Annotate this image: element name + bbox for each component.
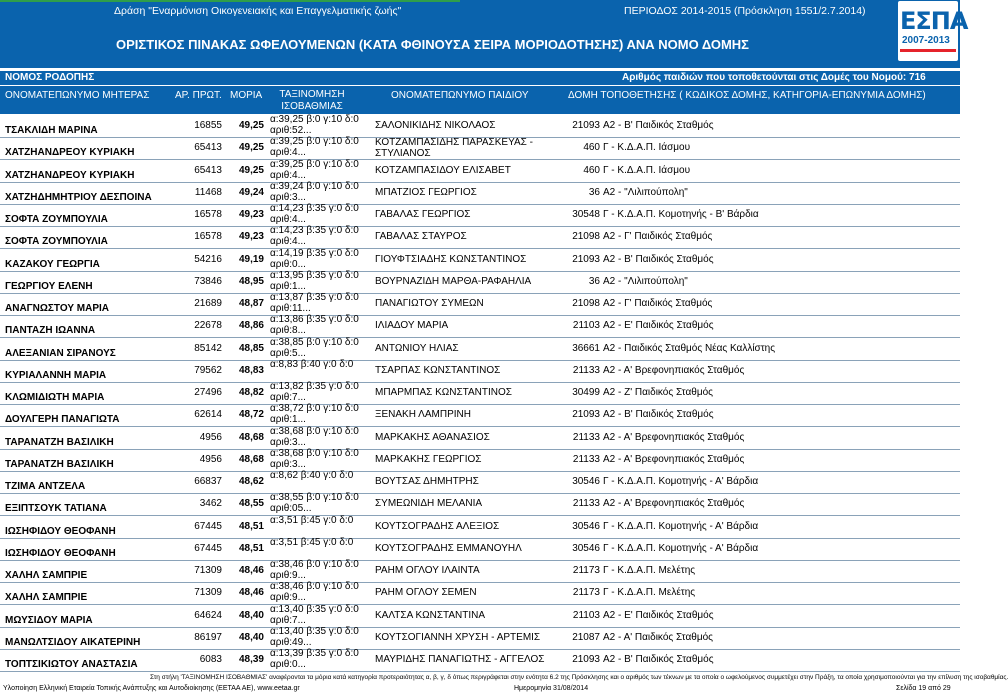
points: 48,39 xyxy=(238,654,264,665)
protocol-number: 62614 xyxy=(194,409,222,421)
protocol-number: 11468 xyxy=(194,186,222,198)
table-row xyxy=(0,382,960,405)
protocol-number: 22678 xyxy=(194,320,222,332)
protocol-number: 79562 xyxy=(194,364,222,376)
tie-break-children: αριθ:1... xyxy=(270,414,306,426)
tie-break-children: αριθ:52... xyxy=(270,125,312,136)
table-row xyxy=(0,249,960,272)
table-row xyxy=(0,360,960,383)
structure-name: Α2 - Ε' Παιδικός Σταθμός xyxy=(603,609,714,621)
child-name: ΓΑΒΑΛΑΣ ΓΕΩΡΓΙΟΣ xyxy=(375,209,471,220)
structure-name: Γ - Κ.Δ.Α.Π. Μελέτης xyxy=(603,565,696,576)
tie-break-children: αριθ:3... xyxy=(270,436,306,448)
child-name: ΡΑΗΜ ΟΓΛΟΥ ΣΕΜΕΝ xyxy=(375,587,477,599)
tie-break-children: αριθ:4... xyxy=(270,214,306,225)
child-name: ΚΟΥΤΣΟΓΡΑΔΗΣ ΑΛΕΞΙΟΣ xyxy=(375,520,500,532)
structure-name: Α2 - Ε' Παιδικός Σταθμός xyxy=(603,320,714,332)
mother-name: ΣΟΦΤΑ ΖΟΥΜΠΟΥΛΙΑ xyxy=(5,236,108,248)
structure-name: Α2 - Παιδικός Σταθμός Νέας Καλλίστης xyxy=(603,342,776,354)
structure-code: 21093 xyxy=(572,654,600,665)
mother-name: ΤΖΙΜΑ ΑΝΤΖΕΛΑ xyxy=(5,481,86,492)
tie-break-points: α:8,83 β:40 γ:0 δ:0 xyxy=(270,358,354,370)
child-name: ΜΑΡΚΑΚΗΣ ΓΕΩΡΓΙΟΣ xyxy=(375,453,482,465)
table-row xyxy=(0,293,960,316)
protocol-number: 67445 xyxy=(194,520,222,532)
structure-name: Α2 - Γ' Παιδικός Σταθμός xyxy=(603,298,713,309)
footer xyxy=(0,684,960,697)
mother-name: ΕΞΙΠΤΣΟΥΚ ΤΑΤΙΑΝΑ xyxy=(5,503,107,515)
tie-break-points: α:14,23 β:35 γ:0 δ:0 xyxy=(270,203,359,214)
table-row xyxy=(0,137,960,160)
mother-name: ΧΑΤΖΗΑΝΔΡΕΟΥ ΚΥΡΙΑΚΗ xyxy=(5,169,135,181)
points: 49,25 xyxy=(238,142,264,154)
structure-name: Α2 - Α' Βρεφονηπιακός Σταθμός xyxy=(603,431,745,443)
mother-name: ΧΑΛΗΛ ΣΑΜΠΡΙΕ xyxy=(5,592,88,604)
protocol-number: 85142 xyxy=(194,342,222,354)
tie-break-points: α:39,24 β:0 γ:10 δ:0 xyxy=(270,180,359,192)
logo-red-bar xyxy=(900,49,956,52)
points: 48,95 xyxy=(238,275,264,287)
structure-code: 21173 xyxy=(572,565,600,576)
structure-code: 30548 xyxy=(572,209,600,220)
child-name: ΚΟΥΤΣΟΓΙΑΝΝΗ ΧΡΥΣΗ - ΑΡΤΕΜΙΣ xyxy=(375,631,541,643)
protocol-number: 67445 xyxy=(194,542,222,554)
tie-break-points: α:3,51 β:45 γ:0 δ:0 xyxy=(270,536,354,548)
table-column-header xyxy=(0,86,960,114)
tie-break-children: αριθ:49... xyxy=(270,636,312,648)
structure-code: 21133 xyxy=(572,431,600,443)
tie-break-points: α:38,46 β:0 γ:10 δ:0 xyxy=(270,559,359,570)
structure-name: Α2 - Β' Παιδικός Σταθμός xyxy=(603,654,714,665)
table-row xyxy=(0,182,960,205)
structure-code: 36661 xyxy=(572,342,600,354)
mother-name: ΠΑΝΤΑΖΗ ΙΩΑΝΝΑ xyxy=(5,325,96,337)
tie-break-points: α:39,25 β:0 γ:10 δ:0 xyxy=(270,158,359,170)
points: 48,72 xyxy=(238,409,264,421)
points: 48,62 xyxy=(238,476,264,487)
points: 48,83 xyxy=(238,364,264,376)
column-tie-break: ΤΑΞΙΝΟΜΗΣΗ ΙΣΟΒΑΘΜΙΑΣ xyxy=(279,89,345,112)
tie-break-points: α:38,68 β:0 γ:10 δ:0 xyxy=(270,425,359,437)
tie-break-children: αριθ:4... xyxy=(270,169,306,181)
tie-break-children: αριθ:7... xyxy=(270,614,306,626)
structure-name: Α2 - Α' Βρεφονηπιακός Σταθμός xyxy=(603,364,745,376)
column-mother-name: ΟΝΟΜΑΤΕΠΩΝΥΜΟ ΜΗΤΕΡΑΣ xyxy=(5,90,150,101)
structure-code: 21093 xyxy=(572,120,600,131)
points: 48,46 xyxy=(238,587,264,599)
points: 49,24 xyxy=(238,186,264,198)
child-name: ΜΠΑΤΖΙΟΣ ΓΕΩΡΓΙΟΣ xyxy=(375,186,477,198)
structure-name: Α2 - "Λιλιπούπολη" xyxy=(603,186,688,198)
mother-name: ΤΑΡΑΝΑΤΖΗ ΒΑΣΙΛΙΚΗ xyxy=(5,436,114,448)
column-child-name: ΟΝΟΜΑΤΕΠΩΝΥΜΟ ΠΑΙΔΙΟΥ xyxy=(391,90,529,101)
protocol-number: 65413 xyxy=(194,164,222,176)
tie-break-children: αριθ:05... xyxy=(270,503,312,515)
structure-code: 21093 xyxy=(572,253,600,265)
table-row xyxy=(0,226,960,249)
structure-code: 21133 xyxy=(572,498,600,510)
structure-name: Α2 - Β' Παιδικός Σταθμός xyxy=(603,409,714,421)
table-row xyxy=(0,560,960,583)
protocol-number: 16578 xyxy=(194,209,222,220)
tie-break-points: α:38,72 β:0 γ:10 δ:0 xyxy=(270,403,359,415)
points: 49,19 xyxy=(238,253,264,265)
protocol-number: 73846 xyxy=(194,275,222,287)
mother-name: ΙΩΣΗΦΙΔΟΥ ΘΕΟΦΑΝΗ xyxy=(5,547,116,559)
tie-break-children: αριθ:0... xyxy=(270,258,306,270)
points: 49,25 xyxy=(238,120,264,131)
child-name: ΒΟΥΡΝΑΖΙΔΗ ΜΑΡΘΑ-ΡΑΦΑΗΛΙΑ xyxy=(375,275,532,287)
protocol-number: 64624 xyxy=(194,609,222,621)
structure-name: Α2 - Α' Βρεφονηπιακός Σταθμός xyxy=(603,498,745,510)
tie-break-children: αριθ:3... xyxy=(270,458,306,470)
table-row xyxy=(0,338,960,361)
child-name: ΞΕΝΑΚΗ ΛΑΜΠΡΙΝΗ xyxy=(375,409,471,421)
tie-break-points: α:39,25 β:0 γ:10 δ:0 xyxy=(270,136,359,148)
tie-break-children: αριθ:8... xyxy=(270,325,306,337)
structure-code: 30546 xyxy=(572,542,600,554)
structure-code: 30546 xyxy=(572,520,600,532)
tie-break-points: α:13,87 β:35 γ:0 δ:0 xyxy=(270,292,359,303)
structure-code: 36 xyxy=(588,186,600,198)
points: 48,68 xyxy=(238,453,264,465)
structure-name: Α2 - Β' Παιδικός Σταθμός xyxy=(603,120,714,131)
tie-break-children: αριθ:0... xyxy=(270,659,306,670)
mother-name: ΑΝΑΓΝΩΣΤΟΥ ΜΑΡΙΑ xyxy=(5,303,110,314)
tie-break-children: αριθ:11... xyxy=(270,303,311,314)
mother-name: ΧΑΤΖΗΑΝΔΡΕΟΥ ΚΥΡΙΑΚΗ xyxy=(5,147,135,159)
structure-code: 21133 xyxy=(572,453,600,465)
protocol-number: 6083 xyxy=(199,654,222,665)
table-row xyxy=(0,605,960,628)
table-row xyxy=(0,471,960,494)
table-row xyxy=(0,582,960,605)
points: 48,55 xyxy=(238,498,264,510)
page-header xyxy=(0,0,968,68)
structure-name: Α2 - Α' Παιδικός Σταθμός xyxy=(603,631,713,643)
mother-name: ΓΕΩΡΓΙΟΥ ΕΛΕΝΗ xyxy=(5,280,93,292)
child-name: ΜΑΡΚΑΚΗΣ ΑΘΑΝΑΣΙΟΣ xyxy=(375,431,490,443)
child-name: ΜΠΑΡΜΠΑΣ ΚΩΝΣΤΑΝΤΙΝΟΣ xyxy=(375,387,512,398)
child-name: ΜΑΥΡΙΔΗΣ ΠΑΝΑΓΙΩΤΗΣ - ΑΓΓΕΛΟΣ xyxy=(375,654,545,665)
tie-break-points: α:38,68 β:0 γ:10 δ:0 xyxy=(270,447,359,459)
table-row xyxy=(0,538,960,561)
structure-code: 30546 xyxy=(572,476,600,487)
points: 48,85 xyxy=(238,342,264,354)
mother-name: ΜΑΝΩΛΤΣΙΔΟΥ ΑΙΚΑΤΕΡΙΝΗ xyxy=(5,636,141,648)
protocol-number: 54216 xyxy=(194,253,222,265)
structure-code: 21103 xyxy=(572,609,600,621)
structure-code: 21103 xyxy=(572,320,600,332)
child-name-continued: ΣΤΥΛΙΑΝΟΣ xyxy=(375,148,431,160)
structure-name: Γ - Κ.Δ.Α.Π. Κομοτηνής - Α' Βάρδια xyxy=(603,476,759,487)
child-name: ΚΟΥΤΣΟΓΡΑΔΗΣ ΕΜΜΑΝΟΥΗΛ xyxy=(375,542,522,554)
tie-break-children: αριθ:9... xyxy=(270,592,306,604)
structure-name: Α2 - Β' Παιδικός Σταθμός xyxy=(603,253,714,265)
table-row xyxy=(0,493,960,516)
tie-break-points: α:14,23 β:35 γ:0 δ:0 xyxy=(270,225,359,237)
program-period: ΠΕΡΙΟΔΟΣ 2014-2015 (Πρόσκληση 1551/2.7.2014) xyxy=(624,5,866,17)
tie-break-children: αριθ:9... xyxy=(270,570,306,581)
mother-name: ΧΑΤΖΗΔΗΜΗΤΡΙΟΥ ΔΕΣΠΟΙΝΑ xyxy=(5,191,152,203)
structure-code: 21098 xyxy=(572,231,600,243)
protocol-number: 3462 xyxy=(199,498,222,510)
points: 48,86 xyxy=(238,320,264,332)
column-protocol-number: ΑΡ. ΠΡΩΤ. xyxy=(175,90,222,101)
points: 48,51 xyxy=(238,542,264,554)
espa-logo xyxy=(898,1,968,65)
child-name: ΣΥΜΕΩΝΙΔΗ ΜΕΛΑΝΙΑ xyxy=(375,498,483,510)
tie-break-points: α:13,40 β:35 γ:0 δ:0 xyxy=(270,625,359,637)
table-row xyxy=(0,315,960,338)
protocol-number: 21689 xyxy=(194,298,222,309)
tie-break-points: α:13,40 β:35 γ:0 δ:0 xyxy=(270,603,359,615)
structure-name: Γ - Κ.Δ.Α.Π. Κομοτηνής - Β' Βάρδια xyxy=(603,209,759,220)
child-name: ΡΑΗΜ ΟΓΛΟΥ ΙΛΑΙΝΤΑ xyxy=(375,565,480,576)
points: 48,40 xyxy=(238,631,264,643)
points: 49,25 xyxy=(238,164,264,176)
tie-break-points: α:13,95 β:35 γ:0 δ:0 xyxy=(270,269,359,281)
tie-break-points: α:38,55 β:0 γ:10 δ:0 xyxy=(270,492,359,504)
points: 48,51 xyxy=(238,520,264,532)
points: 48,46 xyxy=(238,565,264,576)
mother-name: ΚΛΩΜΙΔΙΩΤΗ ΜΑΡΙΑ xyxy=(5,392,105,403)
structure-name: Γ - Κ.Δ.Α.Π. Ιάσμου xyxy=(603,164,691,176)
points: 49,23 xyxy=(238,209,264,220)
protocol-number: 16578 xyxy=(194,231,222,243)
tie-break-children: αριθ:3... xyxy=(270,191,306,203)
mother-name: ΜΩΥΣΙΔΟΥ ΜΑΡΙΑ xyxy=(5,614,93,626)
child-name: ΚΟΤΖΑΜΠΑΣΙΔΗΣ ΠΑΡΑΣΚΕΥΑΣ - xyxy=(375,137,533,149)
logo-years: 2007-2013 xyxy=(902,35,950,46)
column-points: ΜΟΡΙΑ xyxy=(230,90,263,101)
table-row xyxy=(0,271,960,294)
protocol-number: 71309 xyxy=(194,587,222,599)
points: 48,68 xyxy=(238,431,264,443)
tie-break-points: α:38,46 β:0 γ:10 δ:0 xyxy=(270,581,359,593)
tie-break-children: αριθ:4... xyxy=(270,236,306,248)
mother-name: ΚΑΖΑΚΟΥ ΓΕΩΡΓΙΑ xyxy=(5,258,100,270)
points: 49,23 xyxy=(238,231,264,243)
child-name: ΚΟΤΖΑΜΠΑΣΙΔΟΥ ΕΛΙΣΑΒΕΤ xyxy=(375,164,511,176)
table-row xyxy=(0,404,960,427)
structure-code: 21173 xyxy=(572,587,600,599)
points: 48,87 xyxy=(238,298,264,309)
protocol-number: 65413 xyxy=(194,142,222,154)
table-row xyxy=(0,160,960,183)
program-name: Δράση "Εναρμόνιση Οικογενειακής και Επαγγελματικής ζωής" xyxy=(114,5,402,17)
mother-name: ΧΑΛΗΛ ΣΑΜΠΡΙΕ xyxy=(5,570,88,581)
region-name: ΝΟΜΟΣ ΡΟΔΟΠΗΣ xyxy=(5,72,95,83)
protocol-number: 86197 xyxy=(194,631,222,643)
structure-name: Α2 - Α' Βρεφονηπιακός Σταθμός xyxy=(603,453,745,465)
structure-code: 21098 xyxy=(572,298,600,309)
structure-name: Α2 - Ζ' Παιδικός Σταθμός xyxy=(603,387,713,398)
placed-children-count: Αριθμός παιδιών που τοποθετούνται στις Δομές του Νομού: 716 xyxy=(622,72,926,83)
structure-name: Γ - Κ.Δ.Α.Π. Κομοτηνής - Α' Βάρδια xyxy=(603,520,759,532)
child-name: ΙΛΙΑΔΟΥ ΜΑΡΙΑ xyxy=(375,320,449,332)
structure-name: Γ - Κ.Δ.Α.Π. Κομοτηνής - Α' Βάρδια xyxy=(603,542,759,554)
tie-break-children: αριθ:4... xyxy=(270,147,306,159)
mother-name: ΚΥΡΙΑΛΑΝΝΗ ΜΑΡΙΑ xyxy=(5,369,107,381)
table-row xyxy=(0,627,960,650)
structure-code: 36 xyxy=(588,275,600,287)
tie-break-points: α:3,51 β:45 γ:0 δ:0 xyxy=(270,514,354,526)
structure-name: Γ - Κ.Δ.Α.Π. Ιάσμου xyxy=(603,142,691,154)
table-row xyxy=(0,649,960,672)
mother-name: ΤΟΠΤΣΙΚΙΩΤΟΥ ΑΝΑΣΤΑΣΙΑ xyxy=(5,659,138,670)
structure-code: 460 xyxy=(583,164,600,176)
child-name: ΠΑΝΑΓΙΩΤΟΥ ΣΥΜΕΩΝ xyxy=(375,298,484,309)
region-header xyxy=(0,71,960,85)
child-name: ΚΑΛΤΣΑ ΚΩΝΣΤΑΝΤΙΝΑ xyxy=(375,609,486,621)
structure-name: Α2 - "Λιλιπούπολη" xyxy=(603,275,688,287)
footnote-text: Στη στήλη 'ΤΑΞΙΝΟΜΗΣΗ ΙΣΟΒΑΘΜΙΑΣ' αναφέρονται τα μόρια κατά κατηγορία προτεραιότητας α, β, γ, δ όπως περιγράφεται στην ενότητα 6.2 της Πρόσκλησης και ο αριθμός των τέκνων με τα οποία ο ωφελούμενος συμμετέχει στην Πράξη, τα οποία χρησιμοποιούνται για την επίλυση της ισοβαθμίας. xyxy=(150,674,1008,681)
structure-name: Γ - Κ.Δ.Α.Π. Μελέτης xyxy=(603,587,696,599)
program-line xyxy=(0,5,960,19)
tie-break-children: αριθ:5... xyxy=(270,347,306,359)
protocol-number: 27496 xyxy=(194,387,222,398)
footer-page-number: Σελίδα 19 από 29 xyxy=(896,685,951,692)
points: 48,40 xyxy=(238,609,264,621)
footer-company: Υλοποίηση Ελληνική Εταιρεία Τοπικής Ανάπτυξης και Αυτοδιοίκησης (ΕΕΤΑΑ ΑΕ), www.eetaa.gr xyxy=(3,685,300,692)
mother-name: ΙΩΣΗΦΙΔΟΥ ΘΕΟΦΑΝΗ xyxy=(5,525,116,537)
child-name: ΒΟΥΤΣΑΣ ΔΗΜΗΤΡΗΣ xyxy=(375,476,479,487)
protocol-number: 4956 xyxy=(199,431,222,443)
mother-name: ΤΑΡΑΝΑΤΖΗ ΒΑΣΙΛΙΚΗ xyxy=(5,458,114,470)
protocol-number: 66837 xyxy=(194,476,222,487)
structure-code: 21093 xyxy=(572,409,600,421)
child-name: ΑΝΤΩΝΙΟΥ ΗΛΙΑΣ xyxy=(375,342,459,354)
structure-name: Α2 - Γ' Παιδικός Σταθμός xyxy=(603,231,713,243)
column-placement-structure: ΔΟΜΗ ΤΟΠΟΘΕΤΗΣΗΣ ( ΚΩΔΙΚΟΣ ΔΟΜΗΣ, ΚΑΤΗΓΟΡΙΑ-ΕΠΩΝΥΜΙΑ ΔΟΜΗΣ) xyxy=(568,90,926,101)
tie-break-children: αριθ:1... xyxy=(270,280,306,292)
mother-name: ΔΟΥΛΓΕΡΗ ΠΑΝΑΓΙΩΤΑ xyxy=(5,414,120,426)
table-row xyxy=(0,115,960,138)
tie-break-points: α:13,86 β:35 γ:0 δ:0 xyxy=(270,314,359,326)
mother-name: ΣΟΦΤΑ ΖΟΥΜΠΟΥΛΙΑ xyxy=(5,214,108,225)
protocol-number: 71309 xyxy=(194,565,222,576)
table-row xyxy=(0,427,960,450)
points: 48,82 xyxy=(238,387,264,398)
tie-break-children: αριθ:7... xyxy=(270,392,306,403)
header-accent-strip xyxy=(0,0,460,2)
structure-code: 460 xyxy=(583,142,600,154)
structure-code: 30499 xyxy=(572,387,600,398)
structure-code: 21133 xyxy=(572,364,600,376)
page-title: ΟΡΙΣΤΙΚΟΣ ΠΙΝΑΚΑΣ ΩΦΕΛΟΥΜΕΝΩΝ (ΚΑΤΑ ΦΘΙΝΟΥΣΑ ΣΕΙΡΑ ΜΟΡΙΟΔΟΤΗΣΗΣ) ΑΝΑ ΝΟΜΟ ΔΟΜΗΣ xyxy=(116,37,749,52)
child-name: ΓΙΟΥΦΤΣΙΑΔΗΣ ΚΩΝΣΤΑΝΤΙΝΟΣ xyxy=(375,253,527,265)
logo-text: ΕΣΠΑ xyxy=(900,7,968,35)
table-row xyxy=(0,449,960,472)
table-row xyxy=(0,204,960,227)
protocol-number: 4956 xyxy=(199,453,222,465)
mother-name: ΤΣΑΚΛΙΔΗ ΜΑΡΙΝΑ xyxy=(5,125,98,136)
protocol-number: 16855 xyxy=(194,120,222,131)
mother-name: ΑΛΕΞΑΝΙΑΝ ΣΙΡΑΝΟΥΣ xyxy=(5,347,116,359)
footer-date: Ημερομηνία 31/08/2014 xyxy=(514,685,589,692)
table-row xyxy=(0,516,960,539)
tie-break-points: α:39,25 β:0 γ:10 δ:0 xyxy=(270,114,359,125)
child-name: ΓΑΒΑΛΑΣ ΣΤΑΥΡΟΣ xyxy=(375,231,467,243)
tie-break-points: α:8,62 β:40 γ:0 δ:0 xyxy=(270,470,354,481)
structure-code: 21087 xyxy=(572,631,600,643)
child-name: ΣΑΛΟΝΙΚΙΔΗΣ ΝΙΚΟΛΑΟΣ xyxy=(375,120,496,131)
tie-break-points: α:13,39 β:35 γ:0 δ:0 xyxy=(270,648,359,659)
tie-break-points: α:38,85 β:0 γ:10 δ:0 xyxy=(270,336,359,348)
tie-break-points: α:13,82 β:35 γ:0 δ:0 xyxy=(270,381,359,392)
tie-break-points: α:14,19 β:35 γ:0 δ:0 xyxy=(270,247,359,259)
child-name: ΤΣΑΡΠΑΣ ΚΩΝΣΤΑΝΤΙΝΟΣ xyxy=(375,364,501,376)
